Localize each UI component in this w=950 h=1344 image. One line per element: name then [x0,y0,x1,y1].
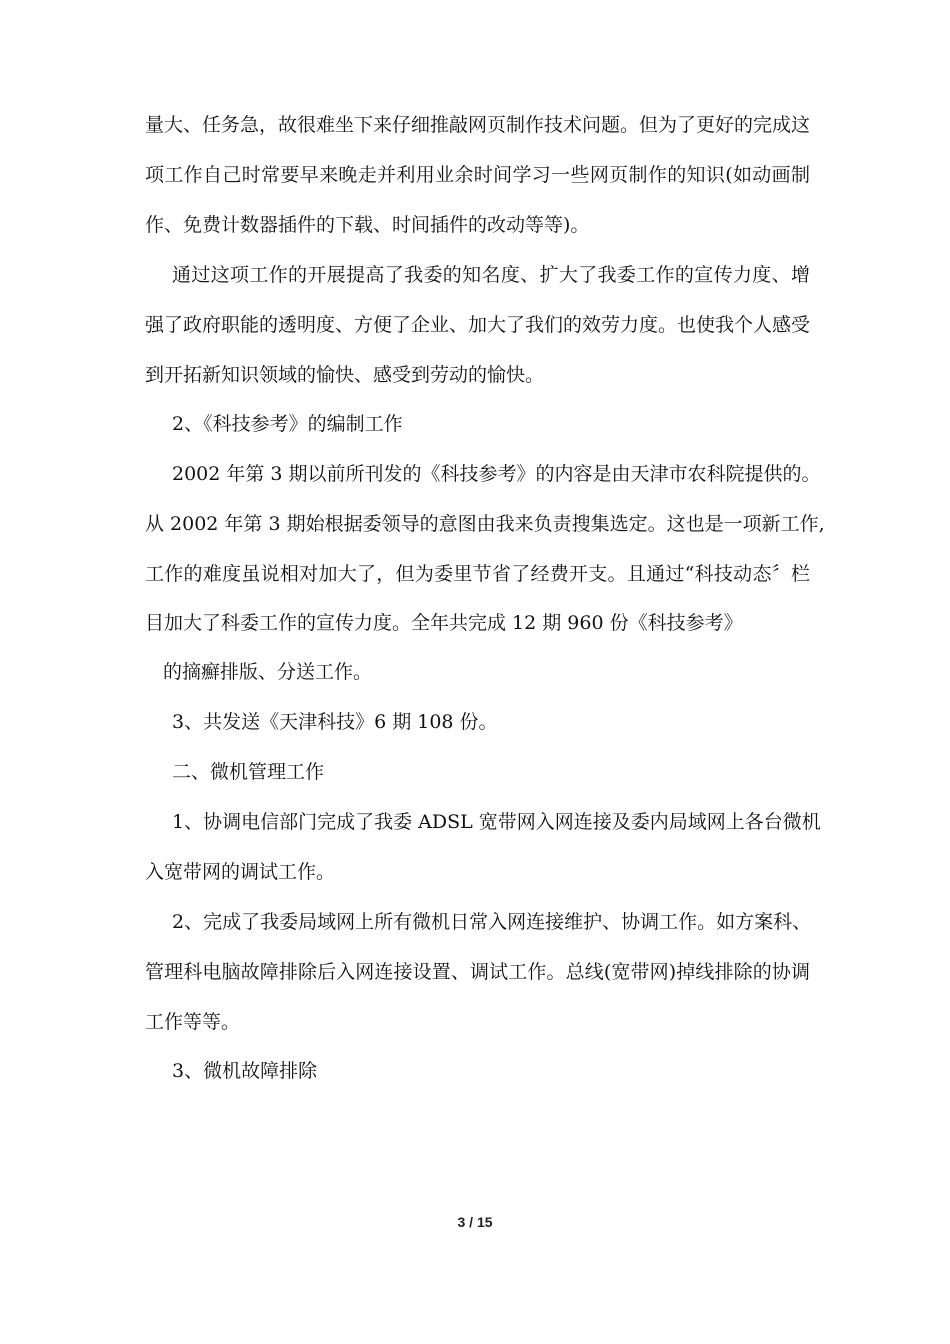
body-text-line: 到开拓新知识领域的愉快、感受到劳动的愉快。 [145,364,545,386]
body-text-line: 工作等等。 [145,1011,241,1033]
body-text-line: 通过这项工作的开展提高了我委的知名度、扩大了我委工作的宣传力度、增 [172,264,810,286]
body-text-line: 量大、任务急，故很难坐下来仔细推敲网页制作技术问题。但为了更好的完成这 [145,114,811,136]
section-heading: 2、《科技参考》的编制工作 [172,413,403,435]
body-text-line: 管理科电脑故障排除后入网连接设置、调试工作。总线(宽带网)掉线排除的协调 [145,961,810,983]
body-text-line: 3、共发送《天津科技》6 期 108 份。 [172,711,498,733]
body-text-line: 入宽带网的调试工作。 [145,861,336,883]
body-text-line: 目加大了科委工作的宣传力度。全年共完成 12 期 960 份《科技参考》 [145,612,743,634]
body-text-line: 工作的难度虽说相对加大了，但为委里节省了经费开支。且通过“科技动态〞栏 [145,563,810,585]
body-text-line: 的摘癬排版、分送工作。 [163,661,373,683]
body-text-line: 项工作自己时常要早来晚走并利用业余时间学习一些网页制作的知识(如动画制 [145,164,810,186]
body-text-line: 2002 年第 3 期以前所刊发的《科技参考》的内容是由天津市农科院提供的。 [172,463,821,485]
body-text-line: 作、免费计数器插件的下载、时间插件的改动等等)。 [145,214,590,236]
body-text-line: 2、完成了我委局域网上所有微机日常入网连接维护、协调工作。如方案科、 [172,911,812,933]
body-text-line: 从 2002 年第 3 期始根据委领导的意图由我来负责搜集选定。这也是一项新工作, [145,513,825,535]
section-heading: 3、微机故障排除 [172,1060,318,1082]
page-number: 3 / 15 [457,1214,493,1230]
body-text-line: 强了政府职能的透明度、方便了企业、加大了我们的效劳力度。也使我个人感受 [145,314,811,336]
body-text-line: 1、协调电信部门完成了我委 ADSL 宽带网入网连接及委内局域网上各台微机 [172,811,821,833]
section-heading: 二、微机管理工作 [172,761,325,783]
